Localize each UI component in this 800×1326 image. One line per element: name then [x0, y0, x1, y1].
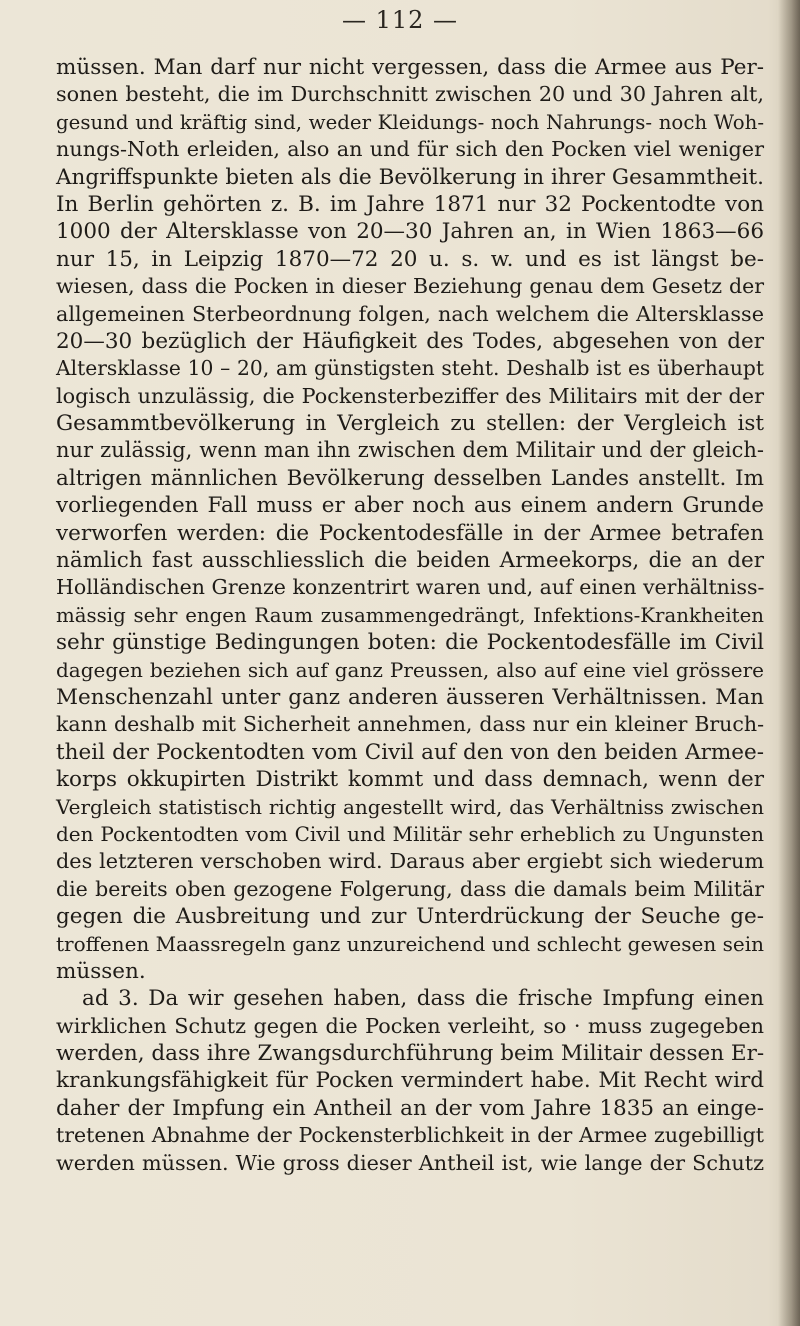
page-number: — 112 —: [341, 6, 459, 34]
text-line: verworfen werden: die Pockentodesfälle in der Armee betrafen: [56, 520, 764, 546]
text-line: daher der Impfung ein Antheil an der vom Jahre 1835 an einge-: [56, 1095, 764, 1121]
text-line: 1000 der Altersklasse von 20—30 Jahren an, in Wien 1863—66: [56, 219, 764, 245]
text-line: vorliegenden Fall muss er aber noch aus einem andern Grunde: [56, 493, 764, 519]
text-line: logisch unzulässig, die Pockensterbeziffer des Militairs mit der der: [56, 383, 764, 408]
text-line: Altersklasse 10 – 20, am günstigsten steht. Deshalb ist es überhaupt: [56, 356, 764, 381]
text-line: ad 3. Da wir gesehen haben, dass die frische Impfung einen: [82, 986, 764, 1012]
text-line: korps okkupirten Distrikt kommt und dass demnach, wenn der: [56, 767, 764, 793]
text-line: müssen. Man darf nur nicht vergessen, dass die Armee aus Per-: [56, 55, 764, 80]
text-line: die bereits oben gezogene Folgerung, dass die damals beim Militär: [56, 876, 764, 901]
text-line: müssen.: [56, 958, 146, 984]
text-line: sehr günstige Bedingungen boten: die Pockentodesfälle im Civil: [56, 630, 764, 656]
text-line: wiesen, dass die Pocken in dieser Beziehung genau dem Gesetz der: [56, 274, 764, 299]
text-line: theil der Pockentodten vom Civil auf den von den beiden Armee-: [56, 739, 764, 765]
text-line: gegen die Ausbreitung und zur Unterdrückung der Seuche ge-: [56, 904, 764, 930]
text-line: troffenen Maassregeln ganz unzureichend und schlecht gewesen sein: [56, 931, 764, 956]
page-edge-shadow: [778, 0, 800, 1326]
text-line: nur 15, in Leipzig 1870—72 20 u. s. w. und es ist längst be-: [56, 246, 764, 272]
text-line: den Pockentodten vom Civil und Militär sehr erheblich zu Ungunsten: [56, 821, 764, 846]
text-line: altrigen männlichen Bevölkerung desselben Landes anstellt. Im: [56, 465, 764, 491]
text-line: 20—30 bezüglich der Häufigkeit des Todes, abgesehen von der: [56, 328, 764, 354]
text-line: werden, dass ihre Zwangsdurchführung beim Militair dessen Er-: [56, 1041, 765, 1067]
text-line: Angriffspunkte bieten als die Bevölkerung in ihrer Gesammtheit.: [56, 164, 764, 190]
text-line: werden müssen. Wie gross dieser Antheil ist, wie lange der Schutz: [56, 1150, 764, 1175]
text-line: sonen besteht, die im Durchschnitt zwischen 20 und 30 Jahren alt,: [56, 82, 764, 107]
text-line: Gesammtbevölkerung in Vergleich zu stellen: der Vergleich ist: [56, 411, 764, 437]
text-line: kann deshalb mit Sicherheit annehmen, dass nur ein kleiner Bruch-: [56, 712, 764, 737]
text-line: nungs-Noth erleiden, also an und für sich den Pocken viel weniger: [56, 137, 764, 162]
text-line: nämlich fast ausschliesslich die beiden Armeekorps, die an der: [56, 548, 764, 574]
text-line: Vergleich statistisch richtig angestellt wird, das Verhältniss zwischen: [56, 794, 764, 819]
text-line: In Berlin gehörten z. B. im Jahre 1871 nur 32 Pockentodte von: [56, 191, 764, 217]
text-line: krankungsfähigkeit für Pocken vermindert habe. Mit Recht wird: [56, 1068, 764, 1094]
text-line: Menschenzahl unter ganz anderen äusseren Verhältnissen. Man: [56, 684, 764, 710]
text-line: wirklichen Schutz gegen die Pocken verleiht, so · muss zugegeben: [56, 1013, 764, 1038]
text-line: mässig sehr engen Raum zusammengedrängt, Infektions-Krankheiten: [56, 603, 764, 627]
text-line: tretenen Abnahme der Pockensterblichkeit in der Armee zugebilligt: [56, 1123, 764, 1148]
text-line: dagegen beziehen sich auf ganz Preussen, also auf eine viel grössere: [56, 657, 764, 682]
text-line: des letzteren verschoben wird. Daraus aber ergiebt sich wiederum: [56, 849, 764, 874]
text-line: nur zulässig, wenn man ihn zwischen dem Militair und der gleich-: [56, 438, 764, 463]
text-line: Holländischen Grenze konzentrirt waren und, auf einen verhältniss-: [56, 575, 765, 600]
text-line: gesund und kräftig sind, weder Kleidungs- noch Nahrungs- noch Woh-: [56, 110, 764, 134]
text-line: allgemeinen Sterbeordnung folgen, nach welchem die Altersklasse: [56, 301, 764, 326]
body-text: [56, 54, 764, 1177]
